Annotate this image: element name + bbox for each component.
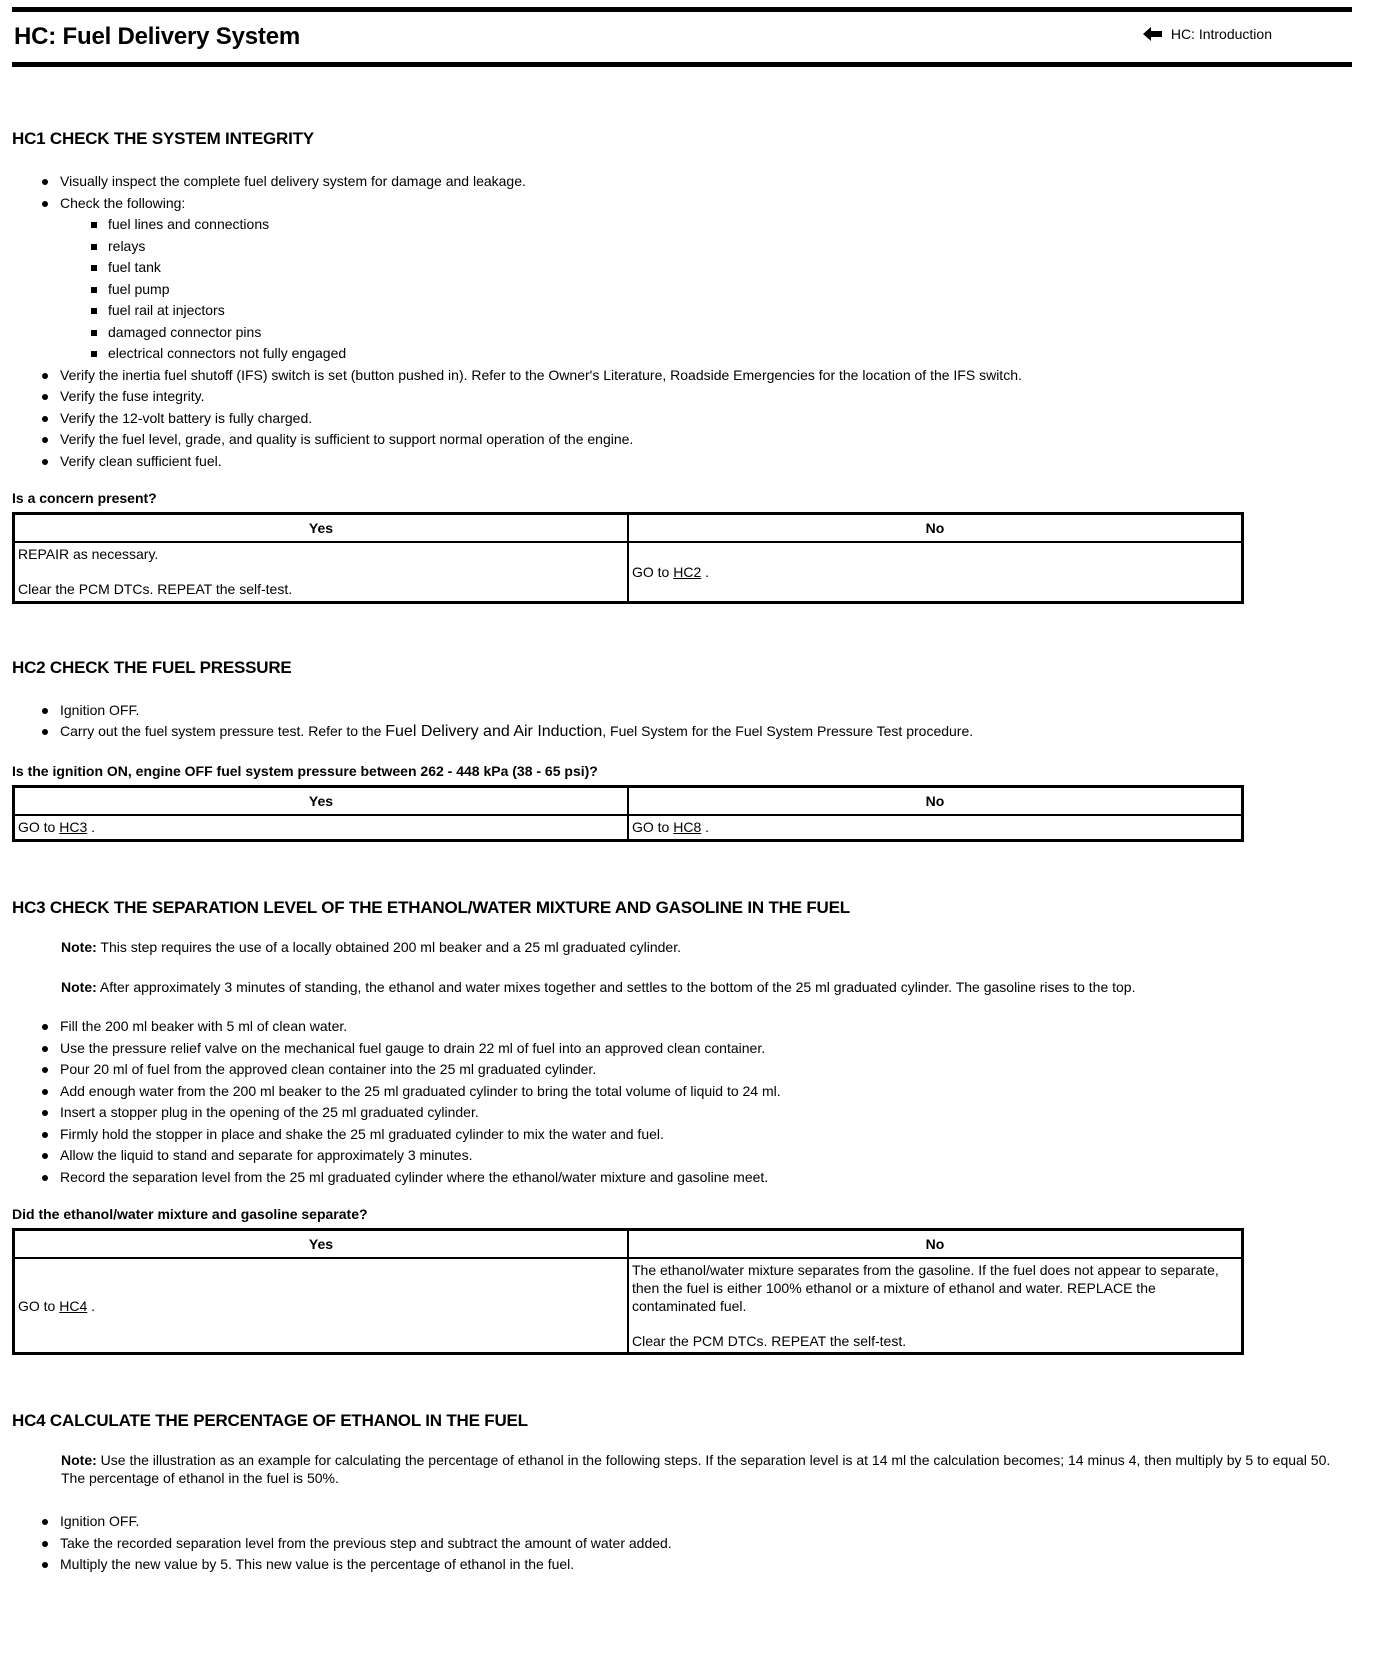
- list-item-text: Carry out the fuel system pressure test. Refer to the: [60, 723, 386, 739]
- list-item: Verify the fuel level, grade, and quality is sufficient to support normal operation of the engine.: [60, 429, 1352, 451]
- list-item: Insert a stopper plug in the opening of the 25 ml graduated cylinder.: [60, 1102, 1352, 1124]
- list-item: Verify clean sufficient fuel.: [60, 451, 1352, 473]
- yes-no-table: [12, 1228, 1244, 1355]
- list-item: Firmly hold the stopper in place and shake the 25 ml graduated cylinder to mix the water and fuel.: [60, 1124, 1352, 1146]
- no-header: No: [628, 786, 1243, 815]
- yes-no-table: [12, 785, 1244, 843]
- no-cell: [628, 542, 1243, 602]
- no-cell-text: .: [701, 819, 710, 836]
- section-title: HC2 CHECK THE FUEL PRESSURE: [12, 657, 292, 677]
- no-cell-text: .: [701, 563, 710, 580]
- note-label: Note:: [61, 939, 97, 955]
- note: [12, 978, 1352, 996]
- no-cell: [628, 815, 1243, 841]
- bullet-list: [12, 171, 1352, 472]
- list-item-text: Check the following:: [60, 194, 186, 211]
- yes-cell: [14, 815, 629, 841]
- yes-cell: [14, 1258, 629, 1354]
- left-arrow-icon: [1143, 27, 1163, 41]
- section-hc4: [12, 1411, 1352, 1576]
- sub-list-item: fuel tank: [108, 257, 1352, 279]
- bullet-list: [12, 1016, 1352, 1188]
- section-hc3: [12, 898, 1352, 1355]
- yes-cell-text: .: [87, 819, 96, 836]
- list-item: Fill the 200 ml beaker with 5 ml of clean water.: [60, 1016, 1352, 1038]
- list-item: Ignition OFF.: [60, 1511, 1352, 1533]
- list-item: Add enough water from the 200 ml beaker to the 25 ml graduated cylinder to bring the total volume of liquid to 24 ml.: [60, 1081, 1352, 1103]
- yes-cell: [14, 542, 629, 602]
- hc4-link[interactable]: HC4: [59, 1297, 88, 1314]
- list-item: Verify the 12-volt battery is fully charged.: [60, 408, 1352, 430]
- section-hc2: [12, 658, 1352, 843]
- question-text: Is the ignition ON, engine OFF fuel system pressure between 262 - 448 kPa (38 - 65 psi)?: [12, 762, 598, 779]
- bullet-list: [12, 1511, 1352, 1576]
- yes-cell-text: .: [87, 1297, 96, 1314]
- introduction-link-label: HC: Introduction: [1170, 26, 1272, 42]
- hc8-link[interactable]: HC8: [673, 819, 702, 836]
- no-header: No: [628, 1230, 1243, 1259]
- list-item: Verify the inertia fuel shutoff (IFS) switch is set (button pushed in). Refer to the Owner's Literature, Roadside Emergencies for the location of the IFS switch.: [60, 365, 1352, 387]
- document-page: [0, 7, 1352, 1576]
- sub-list-item: fuel rail at injectors: [108, 300, 1352, 322]
- sub-list-item: damaged connector pins: [108, 322, 1352, 344]
- document-header: [12, 12, 1352, 62]
- section-title: HC3 CHECK THE SEPARATION LEVEL OF THE ETHANOL/WATER MIXTURE AND GASOLINE IN THE FUEL: [12, 898, 850, 917]
- list-item: Verify the fuse integrity.: [60, 386, 1352, 408]
- note: [12, 938, 1352, 956]
- section-title: HC4 CALCULATE THE PERCENTAGE OF ETHANOL IN THE FUEL: [12, 1411, 528, 1430]
- bottom-rule: [12, 62, 1352, 67]
- section-title: HC1 CHECK THE SYSTEM INTEGRITY: [12, 129, 314, 148]
- reference-text: Fuel Delivery and Air Induction: [385, 723, 603, 740]
- list-item: [60, 193, 1352, 365]
- yes-cell-text: GO to: [18, 819, 60, 836]
- list-item: Multiply the new value by 5. This new value is the percentage of ethanol in the fuel.: [60, 1554, 1352, 1576]
- yes-cell-line: Clear the PCM DTCs. REPEAT the self-test.: [18, 581, 293, 598]
- sub-list-item: electrical connectors not fully engaged: [108, 343, 1352, 365]
- hc2-link[interactable]: HC2: [673, 563, 702, 580]
- note: [12, 1451, 1351, 1487]
- no-cell-text: GO to: [632, 563, 674, 580]
- page-title: HC: Fuel Delivery System: [14, 23, 300, 50]
- bullet-list: [12, 700, 1352, 743]
- introduction-link[interactable]: [1143, 26, 1272, 42]
- list-item-text: , Fuel System for the Fuel System Pressure Test procedure.: [602, 723, 974, 739]
- hc3-link[interactable]: HC3: [59, 819, 88, 836]
- note-text: Use the illustration as an example for calculating the percentage of ethanol in the following steps. If the separation level is at 14 ml the calculation becomes; 14 minus 4, then multiply by 5 to equal 50. The percentage of ethanol in the fuel is 50%.: [61, 1452, 1331, 1486]
- no-cell-line: The ethanol/water mixture separates from the gasoline. If the fuel does not appear to separate, then the fuel is either 100% ethanol or a mixture of ethanol and water. REPLACE the contaminated fuel.: [632, 1262, 1219, 1314]
- note-label: Note:: [61, 1452, 97, 1468]
- sub-list-item: relays: [108, 236, 1352, 258]
- note-text: After approximately 3 minutes of standing, the ethanol and water mixes together and settles to the bottom of the 25 ml graduated cylinder. The gasoline rises to the top.: [96, 979, 1136, 995]
- yes-header: Yes: [14, 514, 629, 543]
- list-item: Take the recorded separation level from the previous step and subtract the amount of water added.: [60, 1533, 1352, 1555]
- sub-list-item: fuel lines and connections: [108, 214, 1352, 236]
- section-hc1: [12, 129, 1352, 604]
- note-text: This step requires the use of a locally obtained 200 ml beaker and a 25 ml graduated cylinder.: [96, 939, 681, 955]
- list-item: Record the separation level from the 25 ml graduated cylinder where the ethanol/water mixture and gasoline meet.: [60, 1167, 1352, 1189]
- no-cell-text: GO to: [632, 819, 674, 836]
- list-item: Ignition OFF.: [60, 700, 1352, 722]
- list-item: Use the pressure relief valve on the mechanical fuel gauge to drain 22 ml of fuel into an approved clean container.: [60, 1038, 1352, 1060]
- yes-cell-line: REPAIR as necessary.: [18, 546, 159, 563]
- no-cell-line: Clear the PCM DTCs. REPEAT the self-test.: [632, 1333, 907, 1349]
- yes-header: Yes: [14, 1230, 629, 1259]
- question-text: Is a concern present?: [12, 490, 157, 506]
- list-item: Allow the liquid to stand and separate for approximately 3 minutes.: [60, 1145, 1352, 1167]
- question-text: Did the ethanol/water mixture and gasoline separate?: [12, 1206, 368, 1222]
- list-item: Pour 20 ml of fuel from the approved clean container into the 25 ml graduated cylinder.: [60, 1059, 1352, 1081]
- list-item: Visually inspect the complete fuel delivery system for damage and leakage.: [60, 171, 1352, 193]
- note-label: Note:: [61, 979, 97, 995]
- list-item: [60, 721, 1352, 743]
- no-header: No: [628, 514, 1243, 543]
- sub-list: [60, 214, 1352, 365]
- no-cell: [628, 1258, 1243, 1354]
- yes-cell-text: GO to: [18, 1297, 60, 1314]
- sub-list-item: fuel pump: [108, 279, 1352, 301]
- yes-header: Yes: [14, 786, 629, 815]
- yes-no-table: [12, 512, 1244, 604]
